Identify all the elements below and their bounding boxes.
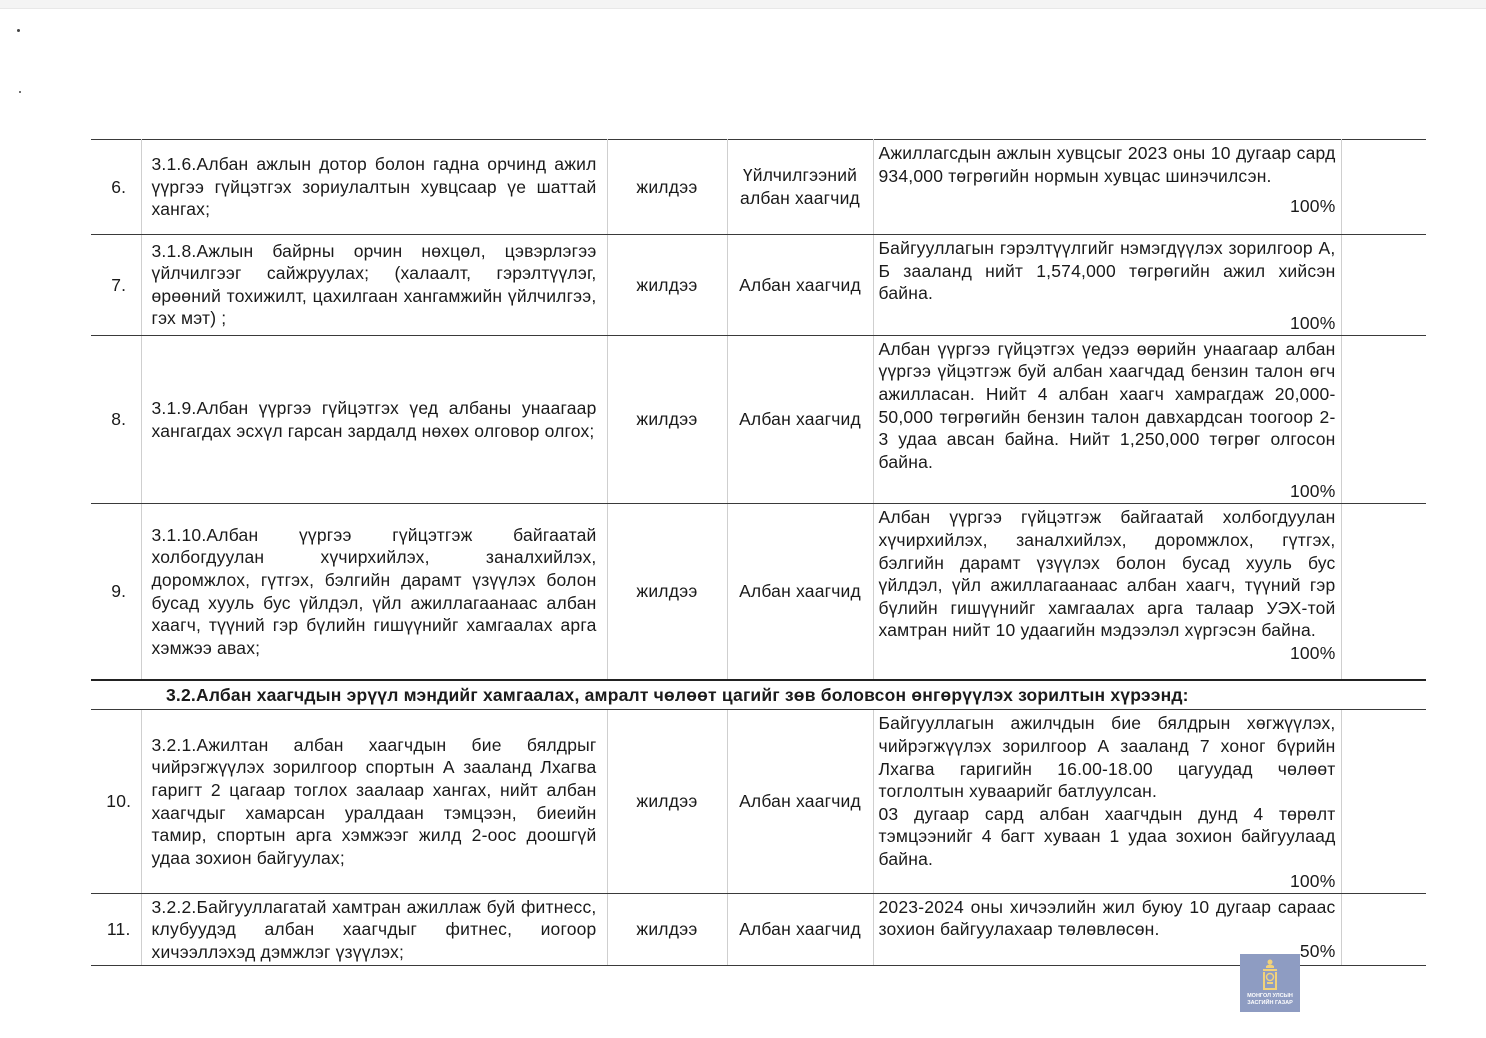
frequency-cell: жилдээ	[607, 504, 727, 680]
result-text: Байгууллагын ажилчдын бие бялдрын хөгжүүлэх, чийрэгжүүлэх зорилгоор А зааланд 7 хоног бүрийн Лхагва гаригийн 16.00-18.00 цагуудад чөлөөт тоглолтын хуваарийг батлуулсан.	[878, 713, 1336, 802]
task-text: 3.1.8.Ажлын байрны орчин нөхцөл, цэвэрлэгээ үйлчилгээг сайжруулах; (халаалт, гэрэлтүүлэг, өрөөний тохижилт, цахилгаан хангамжийн үйлчилгээ, гэх мэт) ;	[151, 240, 597, 329]
task-text: 3.1.6.Албан ажлын дотор болон гадна орчинд ажил үүргээ гүйцэтгэх зориулалтын хувцсаар үе шаттай хангах;	[151, 154, 597, 220]
result-text: 2023-2024 оны хичээлийн жил буюу 10 дугаар сараас зохион байгуулахаар төлөвлөсөн.	[878, 896, 1336, 940]
row-number: 11.	[91, 893, 141, 966]
responsible-cell: Үйлчилгээний албан хаагчид	[727, 140, 873, 235]
frequency-cell: жилдээ	[607, 335, 727, 504]
row-number: 7.	[91, 235, 141, 336]
responsible-cell: Албан хаагчид	[727, 504, 873, 680]
report-table	[91, 139, 1426, 966]
responsible-cell: Албан хаагчид	[727, 710, 873, 893]
row-number: 6.	[91, 140, 141, 235]
percent-value: 100%	[1289, 481, 1336, 502]
blank-cell	[1341, 140, 1426, 235]
task-text: 3.1.10.Албан үүргээ гүйцэтгэж байгаатай холбогдуулан хүчирхийлэх, заналхийлэх, доромжлох, гүтгэх, бэлгийн дарамт үзүүлэх болон бусад хууль бус үйлдэл, үйл ажиллагаанаас албан хаагч, түүний гэр бүлийн гишүүнийг хамгаалах арга хэмжээ авах;	[151, 524, 597, 658]
task-text: 3.1.9.Албан үүргээ гүйцэтгэх үед албаны унаагаар хангагдах эсхүл гарсан зардалд нөхөх олговор олгох;	[151, 397, 597, 441]
result-cell	[873, 504, 1341, 680]
row-number: 10.	[91, 710, 141, 893]
section-heading-row	[91, 680, 1426, 710]
table-row	[91, 710, 1426, 893]
blank-cell	[1341, 504, 1426, 680]
result-cell	[873, 140, 1341, 235]
responsible-cell: Албан хаагчид	[727, 235, 873, 336]
result-text: 03 дугаар сард албан хаагчдын дунд 4 төрөлт тэмцээнийг 4 багт хуваан 1 удаа зохион байгуулаад байна.	[878, 803, 1336, 869]
result-text: Албан үүргээ гүйцэтгэж байгаатай холбогдуулан хүчирхийлэх, заналхийлэх, доромжлох, гүтгэх, бэлгийн дарамт үзүүлэх болон бусад хууль бус үйлдэл, үйл ажиллагаанаас албан хаагч, түүний гэр бүлийн гишүүнийг хамгаалах арга талаар УЭХ-той хамтран нийт 10 удаагийн мэдээлэл хүргэсэн байна.	[878, 507, 1336, 641]
task-cell	[141, 140, 607, 235]
task-cell	[141, 235, 607, 336]
frequency-cell: жилдээ	[607, 710, 727, 893]
result-text: Албан үүргээ гүйцэтгэх үедээ өөрийн унаагаар албан үүргээ үйцэтгэж буй албан хаагчдад бензин талон өгч ажилласан. Нийт 4 албан хаагч хамрагдаж 20,000-50,000 төгрөгийн бензин талон давхардсан тоогоор 2-3 удаа авсан байна. Нийт 1,250,000 төгрөг олгосон байна.	[878, 338, 1336, 472]
result-text: Байгууллагын гэрэлтүүлгийг нэмэгдүүлэх зорилгоор А, Б зааланд нийт 1,574,000 төгрөгийн ажил хийсэн байна.	[878, 238, 1336, 304]
percent-value: 100%	[1289, 196, 1336, 217]
frequency-cell: жилдээ	[607, 893, 727, 966]
task-cell	[141, 893, 607, 966]
blank-cell	[1341, 335, 1426, 504]
blank-cell	[1341, 893, 1426, 966]
row-number: 8.	[91, 335, 141, 504]
responsible-cell: Албан хаагчид	[727, 335, 873, 504]
row-number: 9.	[91, 504, 141, 680]
blank-cell	[1341, 710, 1426, 893]
task-text: 3.2.1.Ажилтан албан хаагчдын бие бялдрыг чийрэгжүүлэх зорилгоор спортын А зааланд Лхагва гаригт 2 цагаар тоглох заалаар хангах, нийт албан хаагчдыг хамарсан уралдаан тэмцээн, биеийн тамир, спортын арга хэмжээг жилд 2-оос доошгүй удаа зохион байгуулах;	[151, 734, 597, 868]
table-row	[91, 140, 1426, 235]
result-cell	[873, 710, 1341, 893]
frequency-cell: жилдээ	[607, 235, 727, 336]
scan-speck	[19, 91, 21, 93]
frequency-cell: жилдээ	[607, 140, 727, 235]
government-seal	[1240, 954, 1300, 1012]
section-heading: 3.2.Албан хаагчдын эрүүл мэндийг хамгаалах, амралт чөлөөт цагийг зөв боловсон өнгөрүүлэх зорилтын хүрээнд:	[91, 680, 1426, 710]
task-cell	[141, 335, 607, 504]
percent-value: 100%	[1289, 312, 1336, 333]
responsible-cell: Албан хаагчид	[727, 893, 873, 966]
table-row	[91, 893, 1426, 966]
percent-value: 50%	[1299, 940, 1336, 961]
percent-value: 100%	[1289, 870, 1336, 891]
result-text: Ажиллагсдын ажлын хувцсыг 2023 оны 10 дугаар сард 934,000 төгрөгийн нормын хувцас шинэчилсэн.	[878, 143, 1336, 186]
table-row	[91, 335, 1426, 504]
task-cell	[141, 504, 607, 680]
seal-caption-line1: МОНГОЛ УЛСЫН	[1247, 993, 1293, 999]
table-row	[91, 504, 1426, 680]
table-row	[91, 235, 1426, 336]
task-cell	[141, 710, 607, 893]
soyombo-emblem-icon	[1259, 958, 1281, 992]
result-cell	[873, 235, 1341, 336]
task-text: 3.2.2.Байгууллагатай хамтран ажиллаж буй фитнесс, клубуудэд албан хаагчдыг фитнес, иогоор хичээллэхэд дэмжлэг үзүүлэх;	[151, 896, 597, 962]
seal-caption-line2: ЗАСГИЙН ГАЗАР	[1247, 1000, 1293, 1006]
blank-cell	[1341, 235, 1426, 336]
scan-speck	[17, 29, 20, 32]
percent-value: 100%	[1289, 642, 1336, 663]
result-cell	[873, 335, 1341, 504]
page-top-edge	[0, 0, 1486, 9]
